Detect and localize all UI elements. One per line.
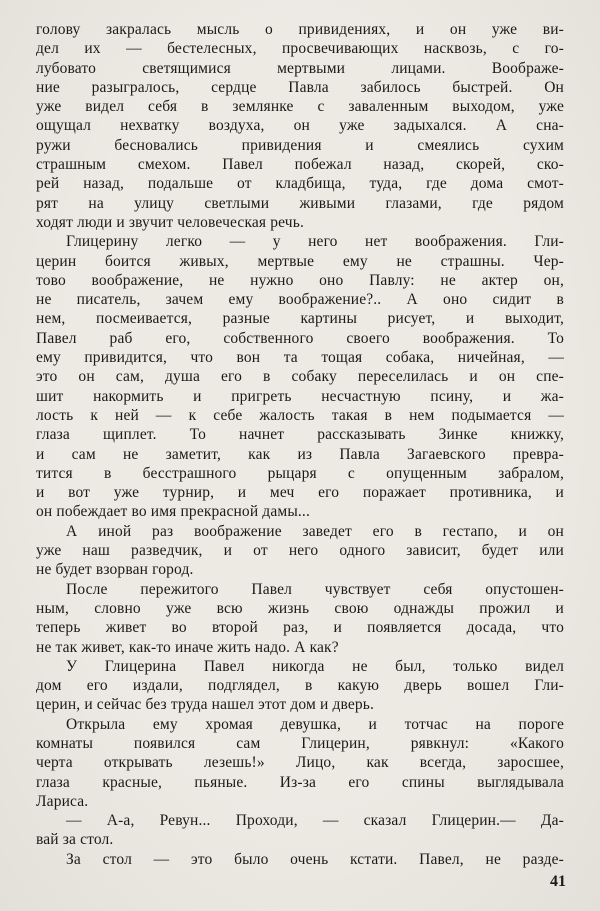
text-line: лубовато светящимися мертвыми лицами. Воображе-: [36, 59, 564, 77]
text-line: страшным смехом. Павел побежал назад, скорей, ско-: [36, 156, 564, 174]
text-line: церин, и сейчас без труда нашел этот дом и дверь.: [36, 696, 375, 714]
paragraph: [36, 850, 564, 869]
text-line: это он сам, душа его в собаку переселилась и он спе-: [36, 368, 564, 386]
text-line: После пережитого Павел чувствует себя опустошен-: [66, 580, 564, 598]
text-line: А иной раз воображение заведет его в гестапо, и он: [66, 522, 564, 540]
text-line: Глицерину легко — у него нет воображения. Гли-: [66, 233, 564, 251]
text-line: шит накормить и пригреть несчастную псину, и жа-: [36, 387, 564, 405]
text-line: Павел раб его, собственного своего воображения. То: [36, 329, 564, 347]
text-line: голову закралась мысль о привидениях, и он уже ви-: [36, 21, 564, 38]
text-line: уже наш разведчик, и от него одного зависит, будет или: [36, 542, 564, 560]
text-line: ние разыгралось, сердце Павла забилось быстрей. Он: [36, 78, 564, 96]
text-line: глаза красные, пьяные. Из-за его спины выглядывала: [36, 773, 564, 791]
text-line: рят на улицу светлыми живыми глазами, где рядом: [36, 194, 564, 212]
text-line: ему привидится, что вон та тощая собака, ничейная, —: [36, 349, 564, 367]
text-line: не писатель, зачем ему воображение?.. А оно сидит в: [36, 291, 564, 309]
text-line: тится в бесстрашного рыцаря с опущенным забралом,: [36, 464, 564, 482]
text-line: теперь живет во второй раз, и появляется досада, что: [36, 619, 564, 637]
paragraph: [36, 811, 564, 850]
text-line: не так живет, как-то иначе жить надо. А как?: [36, 638, 339, 656]
text-line: дом его издали, подглядел, в какую дверь вошел Гли-: [36, 677, 564, 695]
text-line: тово воображение, не нужно оно Павлу: не актер он,: [36, 271, 564, 289]
text-line: он побеждает во имя прекрасной дамы...: [36, 503, 310, 521]
text-line: ружи бесновались привидения и смеялись сухим: [36, 136, 564, 154]
text-line: уже видел себя в землянке с заваленным выходом, уже: [36, 98, 564, 116]
paragraph: [36, 657, 564, 715]
text-line: Лариса.: [36, 792, 89, 810]
text-line: — А-а, Ревун... Проходи, — сказал Глицерин.— Да-: [66, 812, 564, 830]
paragraph: [36, 522, 564, 580]
text-line: лость к ней — к себе жалость такая в нем подымается —: [36, 406, 564, 424]
text-line: ным, словно уже всю жизнь свою однажды прожил и: [36, 599, 564, 617]
text-line: дел их — бестелесных, просвечивающих насквозь, с го-: [36, 40, 564, 58]
text-line: комнаты появился сам Глицерин, рявкнул: «Какого: [36, 734, 564, 752]
text-line: Открыла ему хромая девушка, и тотчас на пороге: [66, 715, 564, 733]
paragraph: [36, 20, 564, 232]
text-line: церин боится живых, мертвые ему не страшны. Чер-: [36, 252, 564, 270]
paragraph: [36, 715, 564, 811]
text-line: нем, посмеивается, разные картины рисует, и выходит,: [36, 310, 564, 328]
text-line: не будет взорван город.: [36, 561, 194, 579]
text-line: ощущал нехватку воздуха, он уже задыхался. А сна-: [36, 117, 564, 135]
text-line: черта открывать лезешь!» Лицо, как всегда, заросшее,: [36, 754, 564, 772]
text-line: За стол — это было очень кстати. Павел, не разде-: [66, 850, 564, 868]
text-line: и сам не заметит, как из Павла Загаевского превра-: [36, 445, 564, 463]
text-line: вай за стол.: [36, 831, 114, 849]
paragraph: [36, 232, 564, 521]
text-line: и вот уже турнир, и меч его поражает противника, и: [36, 484, 564, 502]
text-line: У Глицерина Павел никогда не был, только видел: [66, 657, 564, 675]
text-line: ходят люди и звучит человеческая речь.: [36, 213, 304, 231]
page-number: 41: [550, 873, 566, 890]
text-line: глаза щиплет. То начнет рассказывать Зинке книжку,: [36, 426, 564, 444]
text-body: [36, 20, 564, 869]
text-line: рей назад, подальше от кладбища, туда, где дома смот-: [36, 175, 564, 193]
paragraph: [36, 580, 564, 657]
